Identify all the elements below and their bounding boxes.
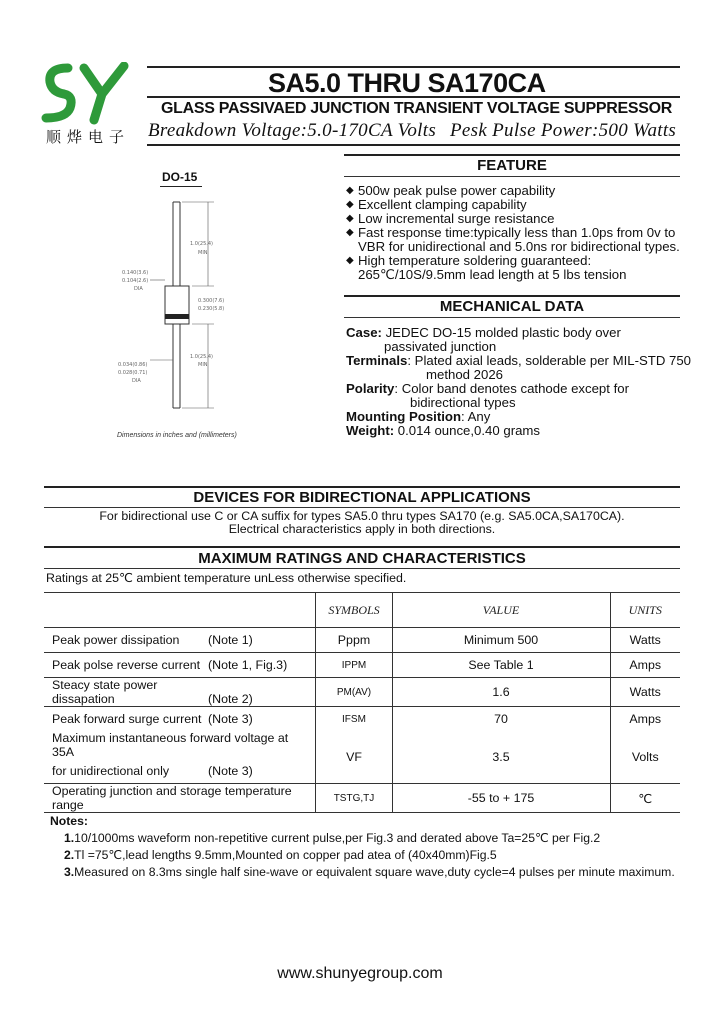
svg-text:0.028(0.71): 0.028(0.71) [118, 370, 148, 376]
peak-pulse-power: Pesk Pulse Power:500 Watts [450, 120, 677, 141]
case-value-cont: passivated junction [384, 339, 497, 354]
feature-item-continued: 265℃/10S/9.5mm lead length at 5 lbs tension [358, 267, 627, 282]
polarity-label: Polarity [346, 381, 395, 396]
mechanical-data [346, 326, 691, 438]
table-header-row [44, 593, 680, 628]
feature-list [346, 184, 680, 282]
svg-text:DIA: DIA [134, 286, 143, 292]
feature-top-rule [344, 154, 680, 156]
mechanical-top-rule [344, 295, 680, 297]
col-value: VALUE [392, 593, 610, 628]
ratings-note: Ratings at 25℃ ambient temperature unLess otherwise specified. [46, 571, 407, 585]
case-label: Case: [346, 325, 382, 340]
svg-text:0.034(0.86): 0.034(0.86) [118, 362, 148, 368]
diagram-caption: Dimensions in inches and (millimeters) [117, 432, 237, 439]
table-row: Peak forward surge current (Note 3) IFSM 70 Amps [44, 707, 680, 732]
bidirectional-text [44, 510, 680, 536]
table-row: Peak polse reverse current (Note 1, Fig.3) IPPM See Table 1 Amps [44, 653, 680, 678]
ratings-table [44, 592, 680, 813]
case-value: JEDEC DO-15 molded plastic body over [381, 325, 621, 340]
footer-url[interactable]: www.shunyegroup.com [277, 965, 443, 982]
page-subtitle: GLASS PASSIVAED JUNCTION TRANSIENT VOLTAGE SUPPRESSOR [161, 100, 672, 117]
bidirectional-line-1: For bidirectional use C or CA suffix for types SA5.0 thru types SA170 (e.g. SA5.0CA,SA170CA). [99, 509, 625, 523]
bidirectional-line-2: Electrical characteristics apply in both directions. [228, 522, 496, 536]
weight-label: Weight: [346, 423, 395, 438]
svg-text:0.104(2.6): 0.104(2.6) [122, 278, 149, 284]
note-1: 1.10/1000ms waveform non-repetitive current pulse,per Fig.3 and derated above Ta=25℃ per Fig.2 [64, 831, 601, 845]
col-units: UNITS [610, 593, 680, 628]
svg-text:0.230(5.8): 0.230(5.8) [198, 306, 225, 312]
package-label: DO-15 [162, 170, 198, 184]
feature-item: ◆ Excellent clamping capability [346, 197, 527, 212]
svg-text:1.0(25.4): 1.0(25.4) [190, 354, 213, 360]
feature-item: ◆ Low incremental surge resistance [346, 211, 555, 226]
svg-text:MIN: MIN [198, 250, 208, 256]
mechanical-heading: MECHANICAL DATA [439, 298, 585, 315]
col-symbols: SYMBOLS [316, 593, 392, 628]
feature-item: ◆ Fast response time:typically less than 1.0ps from 0v to [346, 225, 676, 240]
breakdown-voltage: Breakdown Voltage:5.0-170CA Volts [148, 120, 437, 141]
bullet-arrow-icon: ◆ [346, 185, 354, 196]
bidirectional-top-rule [44, 486, 680, 488]
note-3: 3.Measured on 8.3ms single half sine-wave or equivalent square wave,duty cycle=4 pulses per minute maximum. [64, 865, 675, 879]
ratings-top-rule [44, 546, 680, 548]
svg-text:DIA: DIA [132, 378, 141, 384]
feature-heading: FEATURE [477, 157, 547, 174]
bullet-arrow-icon: ◆ [346, 213, 354, 224]
svg-text:0.300(7.6): 0.300(7.6) [198, 298, 225, 304]
feature-item: ◆ 500w peak pulse power capability [346, 183, 556, 198]
feature-bottom-rule [344, 176, 680, 177]
notes-block [50, 813, 675, 881]
table-row: for unidirectional only (Note 3) [52, 764, 253, 778]
notes-heading: Notes: [50, 814, 88, 828]
feature-item: ◆ High temperature soldering guaranteed: [346, 253, 592, 268]
mounting-label: Mounting Position [346, 409, 461, 424]
header-bottom-rule [147, 144, 680, 146]
ratings-bottom-rule [44, 568, 680, 569]
package-label-rule [160, 186, 202, 187]
svg-text:MIN: MIN [198, 362, 208, 368]
table-row: Peak power dissipation (Note 1) Pppm Minimum 500 Watts [44, 628, 680, 653]
mechanical-bottom-rule [344, 317, 680, 318]
table-row: Operating junction and storage temperature range TSTG,TJ -55 to + 175 ℃ [44, 784, 680, 813]
terminals-value: : Plated axial leads, solderable per MIL-STD 750 [407, 353, 692, 368]
svg-text:1.0(25.4): 1.0(25.4) [190, 241, 213, 247]
brand-chinese-name: 顺烨电子 [46, 128, 131, 146]
terminals-label: Terminals [346, 353, 408, 368]
header-mid-rule [147, 96, 680, 98]
terminals-value-cont: method 2026 [426, 367, 503, 382]
polarity-value: : Color band denotes cathode except for [394, 381, 629, 396]
weight-value: 0.014 ounce,0.40 grams [394, 423, 541, 438]
logo-s-shape [46, 68, 71, 118]
mounting-value: : Any [461, 409, 491, 424]
bullet-arrow-icon: ◆ [346, 199, 354, 210]
bidirectional-heading: DEVICES FOR BIDIRECTIONAL APPLICATIONS [193, 489, 531, 506]
company-logo [40, 62, 140, 126]
logo-y-shape [84, 66, 124, 120]
svg-text:0.140(3.6): 0.140(3.6) [122, 270, 149, 276]
table-row: Steacy state power dissapation (Note 2) PM(AV) 1.6 Watts [44, 678, 680, 707]
bullet-arrow-icon: ◆ [346, 227, 354, 238]
bullet-arrow-icon: ◆ [346, 255, 354, 266]
feature-item-continued: VBR for unidirectional and 5.0ns ror bidirectional types. [358, 239, 680, 254]
ratings-heading: MAXIMUM RATINGS AND CHARACTERISTICS [198, 550, 526, 567]
note-2: 2.Tl =75℃,lead lengths 9.5mm,Mounted on copper pad atea of (40x40mm)Fig.5 [64, 848, 497, 862]
bidirectional-bottom-rule [44, 507, 680, 508]
polarity-value-cont: bidirectional types [410, 395, 516, 410]
do15-package-drawing [110, 190, 230, 420]
page-title: SA5.0 THRU SA170CA [268, 68, 546, 98]
table-row: Maximum instantaneous forward voltage at 35A VF 3.5 Volts [44, 731, 680, 759]
